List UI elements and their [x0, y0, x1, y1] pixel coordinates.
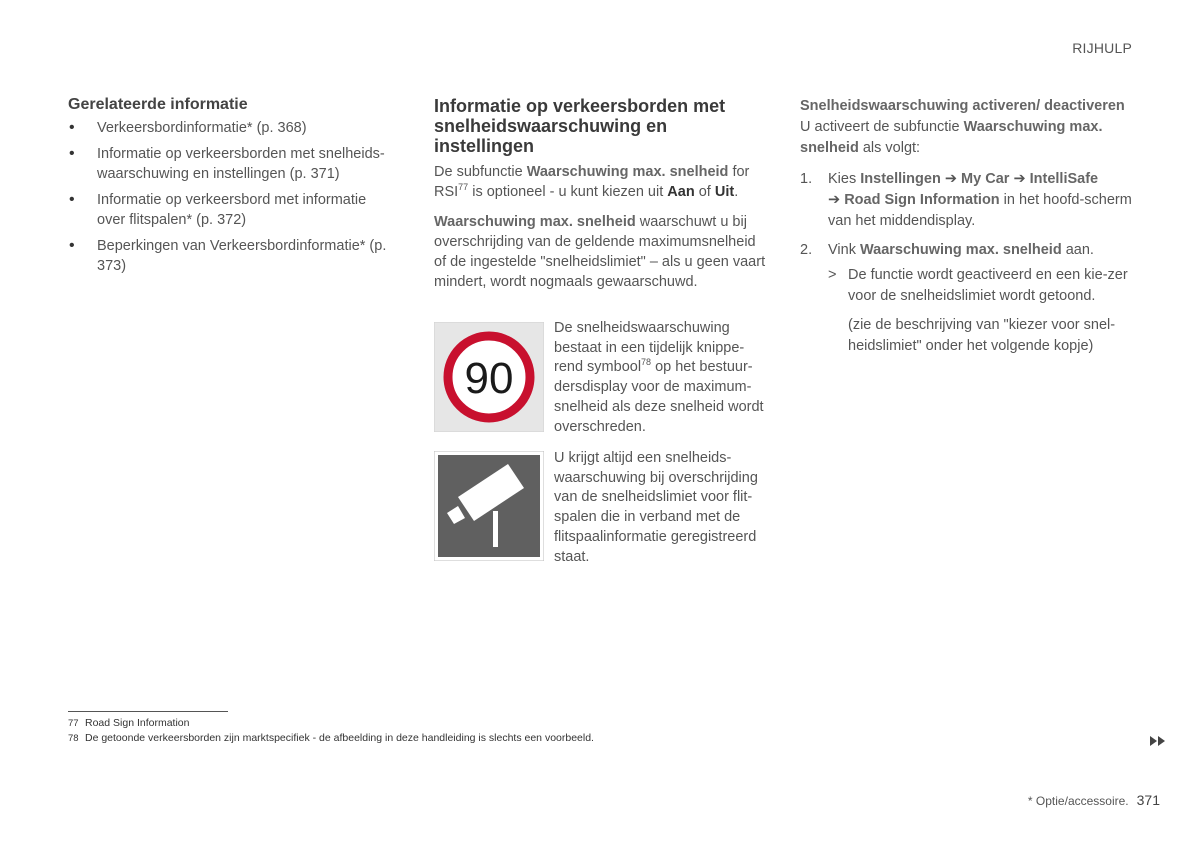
footnote-number: 77 [68, 718, 79, 729]
related-title: Gerelateerde informatie [68, 96, 248, 113]
step-1 [800, 169, 1135, 232]
step-number: 2. [800, 242, 813, 258]
related-link[interactable]: • Informatie op verkeersbord met informatie over flitspalen* (p. 372) [68, 190, 398, 230]
result-note: (zie de beschrijving van "kiezer voor snel-heidslimiet" onder het volgende kopje) [848, 317, 1116, 354]
main-section [434, 96, 769, 302]
main-title: Informatie op verkeersborden met snelheidswaarschuwing en instellingen [434, 96, 726, 156]
text: waarschuwt u bij overschrijding van de geldende maximumsnelheid of de ingestelde "snelheidslimiet" – als u geen vaart mindert, wordt nogmaals gewaarschuwd. [434, 214, 766, 290]
result-text: De functie wordt geactiveerd en een kie-zer voor de snelheidslimiet wordt getoond. [848, 267, 1128, 304]
arrow-right-icon: ➔ [944, 171, 958, 187]
menu-intellisafe: IntelliSafe [1029, 171, 1099, 187]
text: Vink [828, 242, 860, 258]
text: aan. [1061, 242, 1094, 258]
ui-term: Waarschuwing max. snelheid [859, 242, 1062, 258]
section-label: RIJHULP [1072, 40, 1132, 56]
text: Kies [828, 171, 861, 187]
text: op het bestuur-dersdisplay voor de maximum-snelheid als deze snelheid wordt overschreden. [554, 359, 764, 435]
text: of [694, 184, 715, 200]
footnote-ref[interactable]: 78 [641, 357, 652, 368]
related-list [68, 118, 398, 276]
related-link[interactable]: • Beperkingen van Verkeersbordinformatie* (p. 373) [68, 236, 398, 276]
text: De subfunctie [434, 164, 527, 180]
text: in het hoofd-scherm van het middendisplay. [828, 192, 1132, 229]
page-footer [1028, 792, 1160, 808]
menu-instellingen: Instellingen [860, 171, 941, 187]
text: for RSI [434, 164, 750, 200]
related-info [68, 96, 398, 282]
text: U activeert de subfunctie [800, 119, 964, 135]
activate-intro [800, 117, 1135, 159]
step-result [828, 265, 1135, 357]
footnote-78 [68, 732, 594, 745]
text: . [734, 184, 739, 200]
activate-section [800, 96, 1135, 365]
footnote-77 [68, 717, 189, 730]
speed-sign-description [554, 319, 772, 437]
speed-camera-sign-image [434, 451, 544, 561]
ui-term: Waarschuwing max. snelheid [800, 119, 1103, 156]
menu-road-sign-information: Road Sign Information [844, 192, 1000, 208]
text: als volgt: [858, 140, 921, 156]
step-number: 1. [800, 171, 813, 187]
steps-list [800, 169, 1135, 357]
camera-sign-description: U krijgt altijd een snelheids-waarschuwing bij overschrijding van de snelheidslimiet voor flit-spalen die in verband met de flitspaalinformatie geregistreerd staat. [554, 450, 758, 565]
speed-value: 90 [464, 354, 514, 403]
footnote-number: 78 [68, 733, 79, 744]
ui-term: Waarschuwing max. snelheid [526, 164, 729, 180]
activate-title: Snelheidswaarschuwing activeren/ deactiveren [800, 98, 1125, 114]
menu-my-car: My Car [961, 171, 1010, 187]
intro-paragraph [434, 162, 769, 202]
arrow-right-icon: ➔ [828, 192, 841, 208]
speed-limit-sign-image [434, 322, 544, 432]
related-link[interactable]: • Verkeersbordinformatie* (p. 368) [68, 118, 398, 138]
next-page-icon[interactable] [1148, 734, 1168, 748]
step-2 [800, 240, 1135, 357]
footnote-ref[interactable]: 77 [458, 182, 469, 193]
ui-term: Waarschuwing max. snelheid [434, 214, 636, 230]
option-note: * Optie/accessoire. [1027, 794, 1129, 808]
footnote-text: De getoonde verkeersborden zijn marktspecifiek - de afbeelding in deze handleiding is slechts een voorbeeld. [85, 732, 594, 744]
option-off: Uit [714, 184, 735, 200]
result-marker: > [828, 267, 837, 283]
option-on: Aan [667, 184, 695, 200]
footnote-divider [68, 711, 228, 712]
text: De snelheidswaarschuwing bestaat in een tijdelijk knippe-rend symbool [554, 320, 745, 376]
related-link[interactable]: • Informatie op verkeersborden met snelheids-waarschuwing en instellingen (p. 371) [68, 144, 398, 184]
arrow-right-icon: ➔ [1013, 171, 1026, 187]
footnote-text: Road Sign Information [85, 717, 190, 729]
text: is optioneel - u kunt kiezen uit [468, 184, 668, 200]
page-number: 371 [1136, 792, 1160, 808]
warning-paragraph [434, 212, 769, 292]
